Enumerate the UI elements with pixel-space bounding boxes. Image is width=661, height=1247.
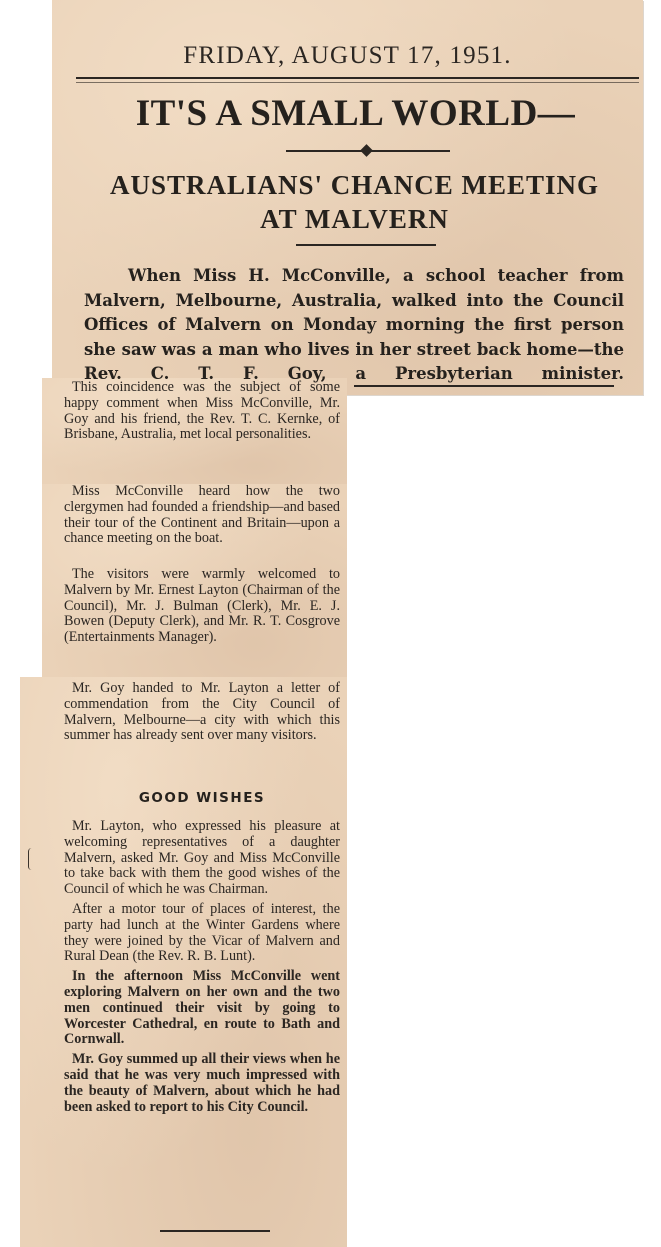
paragraph-friendship: Miss McConville heard how the two clergymen had founded a friendship—and based their tour of the Continent and Britain—upon a chance meeting on the boat. [64, 483, 340, 547]
article-column-part-2 [64, 484, 340, 551]
paragraph-afternoon: In the afternoon Miss McConville went exploring Malvern on her own and the two men continued their visit by going to Worcester Cathedral, en route to Bath and Cornwall. [64, 968, 340, 1048]
end-rule [160, 1230, 270, 1232]
article-column-part-1 [64, 380, 340, 447]
ornamental-divider [286, 148, 450, 154]
paragraph-commendation: Mr. Goy handed to Mr. Layton a letter of commendation from the City Council of Malvern, Melbourne—a city with which this summer has already sent over many visitors. [64, 680, 340, 744]
article-column-part-5 [64, 819, 340, 1119]
dateline-rule [76, 77, 639, 79]
paragraph-good-wishes: Mr. Layton, who expressed his pleasure at welcoming representatives of a daughter Malvern, asked Mr. Goy and Miss McConville to take back with them the good wishes of the Council of which he was Chairman. [64, 818, 340, 898]
subheadline-line-1: AUSTRALIANS' CHANCE MEETING [109, 170, 600, 200]
paragraph-summary: Mr. Goy summed up all their views when he said that he was very much impressed with the beauty of Malvern, about which he had been asked to report to his City Council. [64, 1051, 340, 1115]
subhead-rule [296, 244, 436, 246]
paragraph-welcome: The visitors were warmly welcomed to Malvern by Mr. Ernest Layton (Chairman of the Council), Mr. J. Bulman (Clerk), Mr. E. J. Bowen (Deputy Clerk), and Mr. R. T. Cosgrove (Entertainments Manager). [64, 566, 340, 646]
paragraph-motor-tour: After a motor tour of places of interest, the party had lunch at the Winter Gardens where they were joined by the Vicar of Malvern and Rural Dean (the Rev. R. B. Lunt). [64, 900, 340, 965]
crosshead: GOOD WISHES [138, 790, 266, 806]
subheadline-line-2: AT MALVERN [260, 204, 449, 234]
headline: IT'S A SMALL WORLD— [135, 93, 576, 134]
dateline: FRIDAY, AUGUST 17, 1951. [183, 42, 512, 69]
paragraph-coincidence: This coincidence was the subject of some happy comment when Miss McConville, Mr. Goy and his friend, the Rev. T. C. Kernke, of Brisbane, Australia, met local personalities. [64, 379, 340, 443]
lede-rule [354, 385, 614, 387]
article-column-part-4 [64, 681, 340, 748]
article-column-part-3 [64, 567, 340, 650]
margin-mark [28, 848, 35, 870]
lede-paragraph [84, 264, 624, 387]
dateline-rule-thin [76, 82, 639, 83]
lede-text: When Miss H. McConville, a school teacher from Malvern, Melbourne, Australia, walked into the Council Offices of Malvern on Monday morning the first person she saw was a man who lives in her street back home—the Rev. C. T. F. Goy, a Presbyterian minister. [84, 266, 624, 383]
subheadline [66, 168, 643, 236]
